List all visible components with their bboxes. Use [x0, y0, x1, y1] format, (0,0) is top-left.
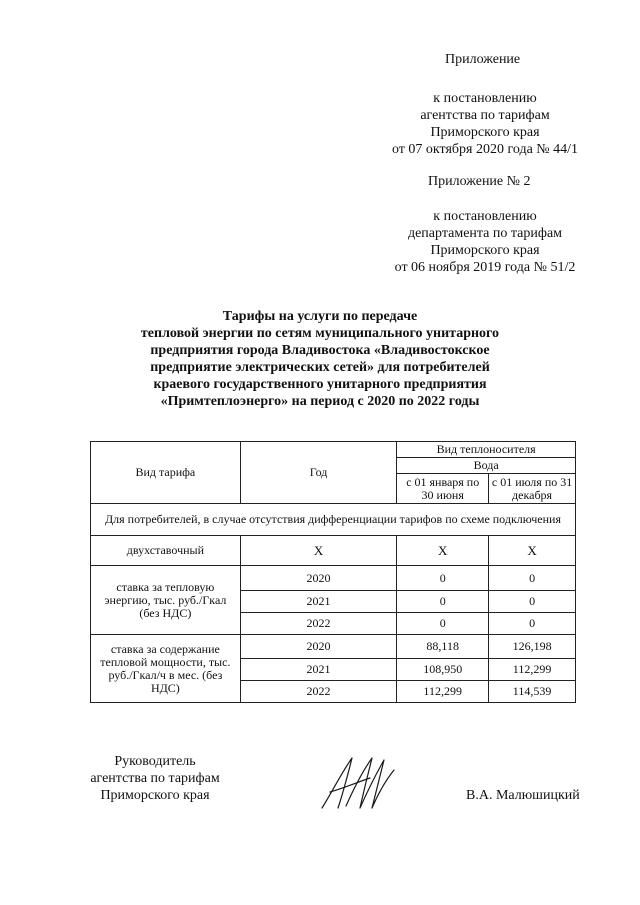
value-cell: 108,950 — [397, 659, 489, 681]
title-line: Тарифы на услуги по передаче — [222, 309, 418, 324]
handwritten-signature — [318, 752, 398, 814]
value-cell: 0 — [397, 591, 489, 613]
table-row — [91, 536, 576, 566]
header-tariff-type: Вид тарифа — [91, 442, 241, 504]
year-cell: 2020 — [240, 635, 397, 659]
appendix-2-line: от 06 ноября 2019 года № 51/2 — [394, 260, 576, 275]
header-period-2: с 01 июля по 31 декабря — [489, 474, 576, 504]
table-section-row — [91, 504, 576, 536]
year-cell: 2021 — [240, 591, 397, 613]
row-label: ставка за тепловую энергию, тыс. руб./Гкал (без НДС) — [91, 566, 241, 635]
value-cell: 0 — [397, 613, 489, 635]
year-cell: 2021 — [240, 659, 397, 681]
value-cell: 114,539 — [489, 681, 576, 703]
value-cell: 0 — [489, 591, 576, 613]
appendix-1-line: к постановлению — [433, 91, 537, 106]
value-cell: Х — [489, 536, 576, 566]
table-header-row — [91, 442, 576, 458]
header-year: Год — [240, 442, 397, 504]
value-cell: Х — [397, 536, 489, 566]
signatory-position — [60, 753, 250, 804]
table-row — [91, 635, 576, 659]
header-water: Вода — [397, 458, 576, 474]
value-cell: 0 — [397, 566, 489, 591]
table-row — [91, 566, 576, 591]
appendix-1-line: Приморского края — [430, 125, 540, 140]
position-line: агентства по тарифам — [90, 771, 220, 786]
appendix-1-title: Приложение — [445, 52, 521, 67]
header-period-1: с 01 января по 30 июня — [397, 474, 489, 504]
header-heat-carrier: Вид теплоносителя — [397, 442, 576, 458]
appendix-1-line: агентства по тарифам — [420, 108, 550, 123]
value-cell: 88,118 — [397, 635, 489, 659]
value-cell: 112,299 — [489, 659, 576, 681]
year-cell: 2022 — [240, 613, 397, 635]
appendix-2-line: к постановлению — [433, 209, 537, 224]
appendix-1-reference — [380, 90, 590, 158]
year-cell: 2022 — [240, 681, 397, 703]
position-line: Приморского края — [100, 788, 210, 803]
signatory-name: В.А. Малюшицкий — [466, 788, 580, 803]
appendix-2-title: Приложение № 2 — [428, 174, 531, 189]
appendix-1-line: от 07 октября 2020 года № 44/1 — [391, 142, 579, 157]
appendix-2-line: департамента по тарифам — [407, 226, 563, 241]
title-line: предприятия города Владивостока «Владивостокское — [150, 343, 490, 358]
title-line: «Примтеплоэнерго» на период с 2020 по 2022 годы — [160, 394, 480, 409]
appendix-2-line: Приморского края — [430, 243, 540, 258]
position-line: Руководитель — [114, 754, 196, 769]
value-cell: 0 — [489, 613, 576, 635]
appendix-2-reference — [380, 208, 590, 276]
title-line: краевого государственного унитарного предприятия — [153, 377, 487, 392]
row-label: двухставочный — [91, 536, 241, 566]
row-label: ставка за содержание тепловой мощности, тыс. руб./Гкал/ч в мес. (без НДС) — [91, 635, 241, 703]
document-title — [130, 308, 510, 410]
value-cell: 0 — [489, 566, 576, 591]
title-line: тепловой энергии по сетям муниципального унитарного — [140, 326, 500, 341]
year-cell: 2020 — [240, 566, 397, 591]
value-cell: 112,299 — [397, 681, 489, 703]
value-cell: 126,198 — [489, 635, 576, 659]
title-line: предприятие электрических сетей» для потребителей — [150, 360, 490, 375]
tariffs-table — [90, 441, 576, 703]
section-label: Для потребителей, в случае отсутствия дифференциации тарифов по схеме подключения — [91, 504, 576, 536]
year-cell: Х — [240, 536, 397, 566]
